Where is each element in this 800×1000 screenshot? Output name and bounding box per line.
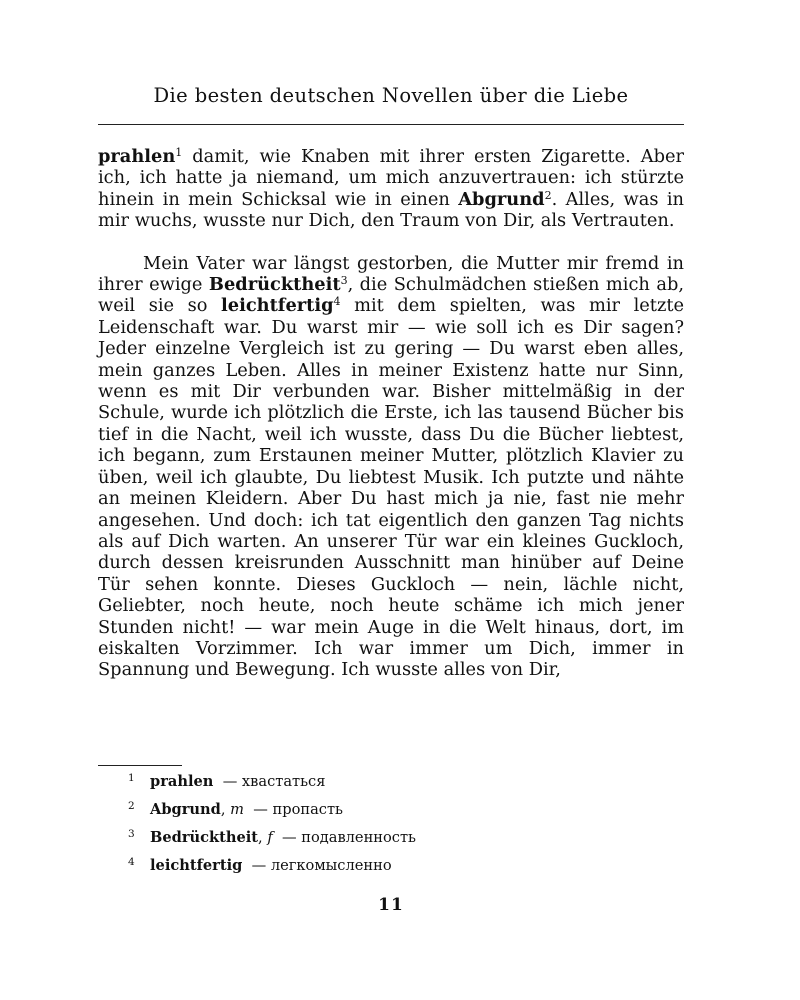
paragraph-1 bbox=[98, 146, 684, 232]
running-header: Die besten deutschen Novellen über die Liebe bbox=[153, 84, 629, 107]
footnote-word: Abgrund bbox=[150, 801, 221, 818]
page-number: 11 bbox=[378, 895, 404, 915]
footnote-word: leichtfertig bbox=[150, 857, 243, 874]
footnote-word: prahlen bbox=[150, 773, 214, 790]
footnote-word: Bedrücktheit bbox=[150, 829, 259, 846]
footnote-translation: — пропасть bbox=[253, 801, 343, 818]
paragraph-text: mit dem spielten, was mir letzte Leidenschaft war. Du warst mir — wie soll ich es Dir sagen? Jeder einzelne Vergleich ist zu gering — Du warst eben alles, mein ganzes Leben. Alles in meiner Existenz hatte nur Sinn, wenn es mit Dir verbunden war. Bisher mittelmäßig in der Schule, wurde ich plötzlich die Erste, ich las tausend Bücher bis tief in die Nacht, weil ich wusste, dass Du die Bücher liebtest, ich begann, zum Erstaunen meiner Mutter, plötzlich Klavier zu üben, weil ich glaubte, Du liebtest Musik. Ich putzte und nähte an meinen Kleidern. Aber Du hast mich ja nie, fast nie mehr angesehen. Und doch: ich tat eigentlich den ganzen Tag nichts als auf Dich warten. An unserer Tür war ein kleines Guckloch, durch dessen kreisrunden Ausschnitt man hinüber auf Deine Tür sehen konnte. Dieses Guckloch — nein, lächle nicht, Geliebter, noch heute, noch heute schäme ich mich jener Stunden nicht! — war mein Auge in die Welt hinaus, dort, im eiskalten Vorzimmer. Ich war immer um Dich, immer in Spannung und Bewegung. Ich wusste alles von Dir, bbox=[98, 295, 684, 681]
footnote-number: 3 bbox=[128, 828, 135, 840]
footnote-number: 1 bbox=[128, 772, 135, 784]
paragraph-text: . Alles, was in mir wuchs, wusste nur Dich, den Traum von Dir, als Vertrauten. bbox=[98, 188, 684, 232]
footnote-number: 2 bbox=[128, 800, 135, 812]
footnote-item: 2 Abgrund, m — пропасть bbox=[98, 796, 684, 824]
footnote-ref[interactable]: 2 bbox=[544, 188, 552, 202]
footnote-item bbox=[98, 768, 684, 796]
paragraph-text: damit, wie Knaben mit ihrer ersten Zigarette. Aber ich, ich hatte ja niemand, um mich anzuvertrauen: ich stürzte hinein in mein Schicksal wie in einen bbox=[98, 146, 684, 210]
footnote-gender: f bbox=[267, 829, 273, 846]
footnote-ref[interactable]: 4 bbox=[333, 295, 341, 309]
footnote-divider bbox=[98, 765, 182, 766]
glossed-word: Bedrücktheit bbox=[208, 274, 341, 296]
header-divider bbox=[98, 124, 684, 125]
footnote-item: 3 Bedrücktheit, f — подавленность bbox=[98, 824, 684, 852]
footnote-translation: — подавленность bbox=[282, 829, 417, 846]
footnote-translation: — легкомысленно bbox=[251, 857, 392, 874]
footnote-ref[interactable]: 3 bbox=[340, 274, 348, 288]
footnote-gender: m bbox=[230, 801, 244, 818]
footnote-number: 4 bbox=[128, 856, 135, 868]
footnote-ref[interactable]: 1 bbox=[175, 146, 183, 159]
glossed-word: leichtfertig bbox=[221, 295, 334, 317]
footnote-translation: — хвастаться bbox=[222, 773, 326, 790]
glossed-word: prahlen bbox=[98, 146, 176, 167]
paragraph-text: Mein Vater war längst gestorben, die Mutter mir fremd in ihrer ewige bbox=[98, 252, 684, 296]
main-text bbox=[98, 146, 684, 681]
footnote-item bbox=[98, 852, 684, 880]
footnotes bbox=[98, 768, 684, 880]
glossed-word: Abgrund bbox=[458, 188, 545, 210]
paragraph-2 bbox=[98, 253, 684, 681]
paragraph-text: , die Schulmädchen stießen mich ab, weil sie so bbox=[98, 274, 684, 317]
